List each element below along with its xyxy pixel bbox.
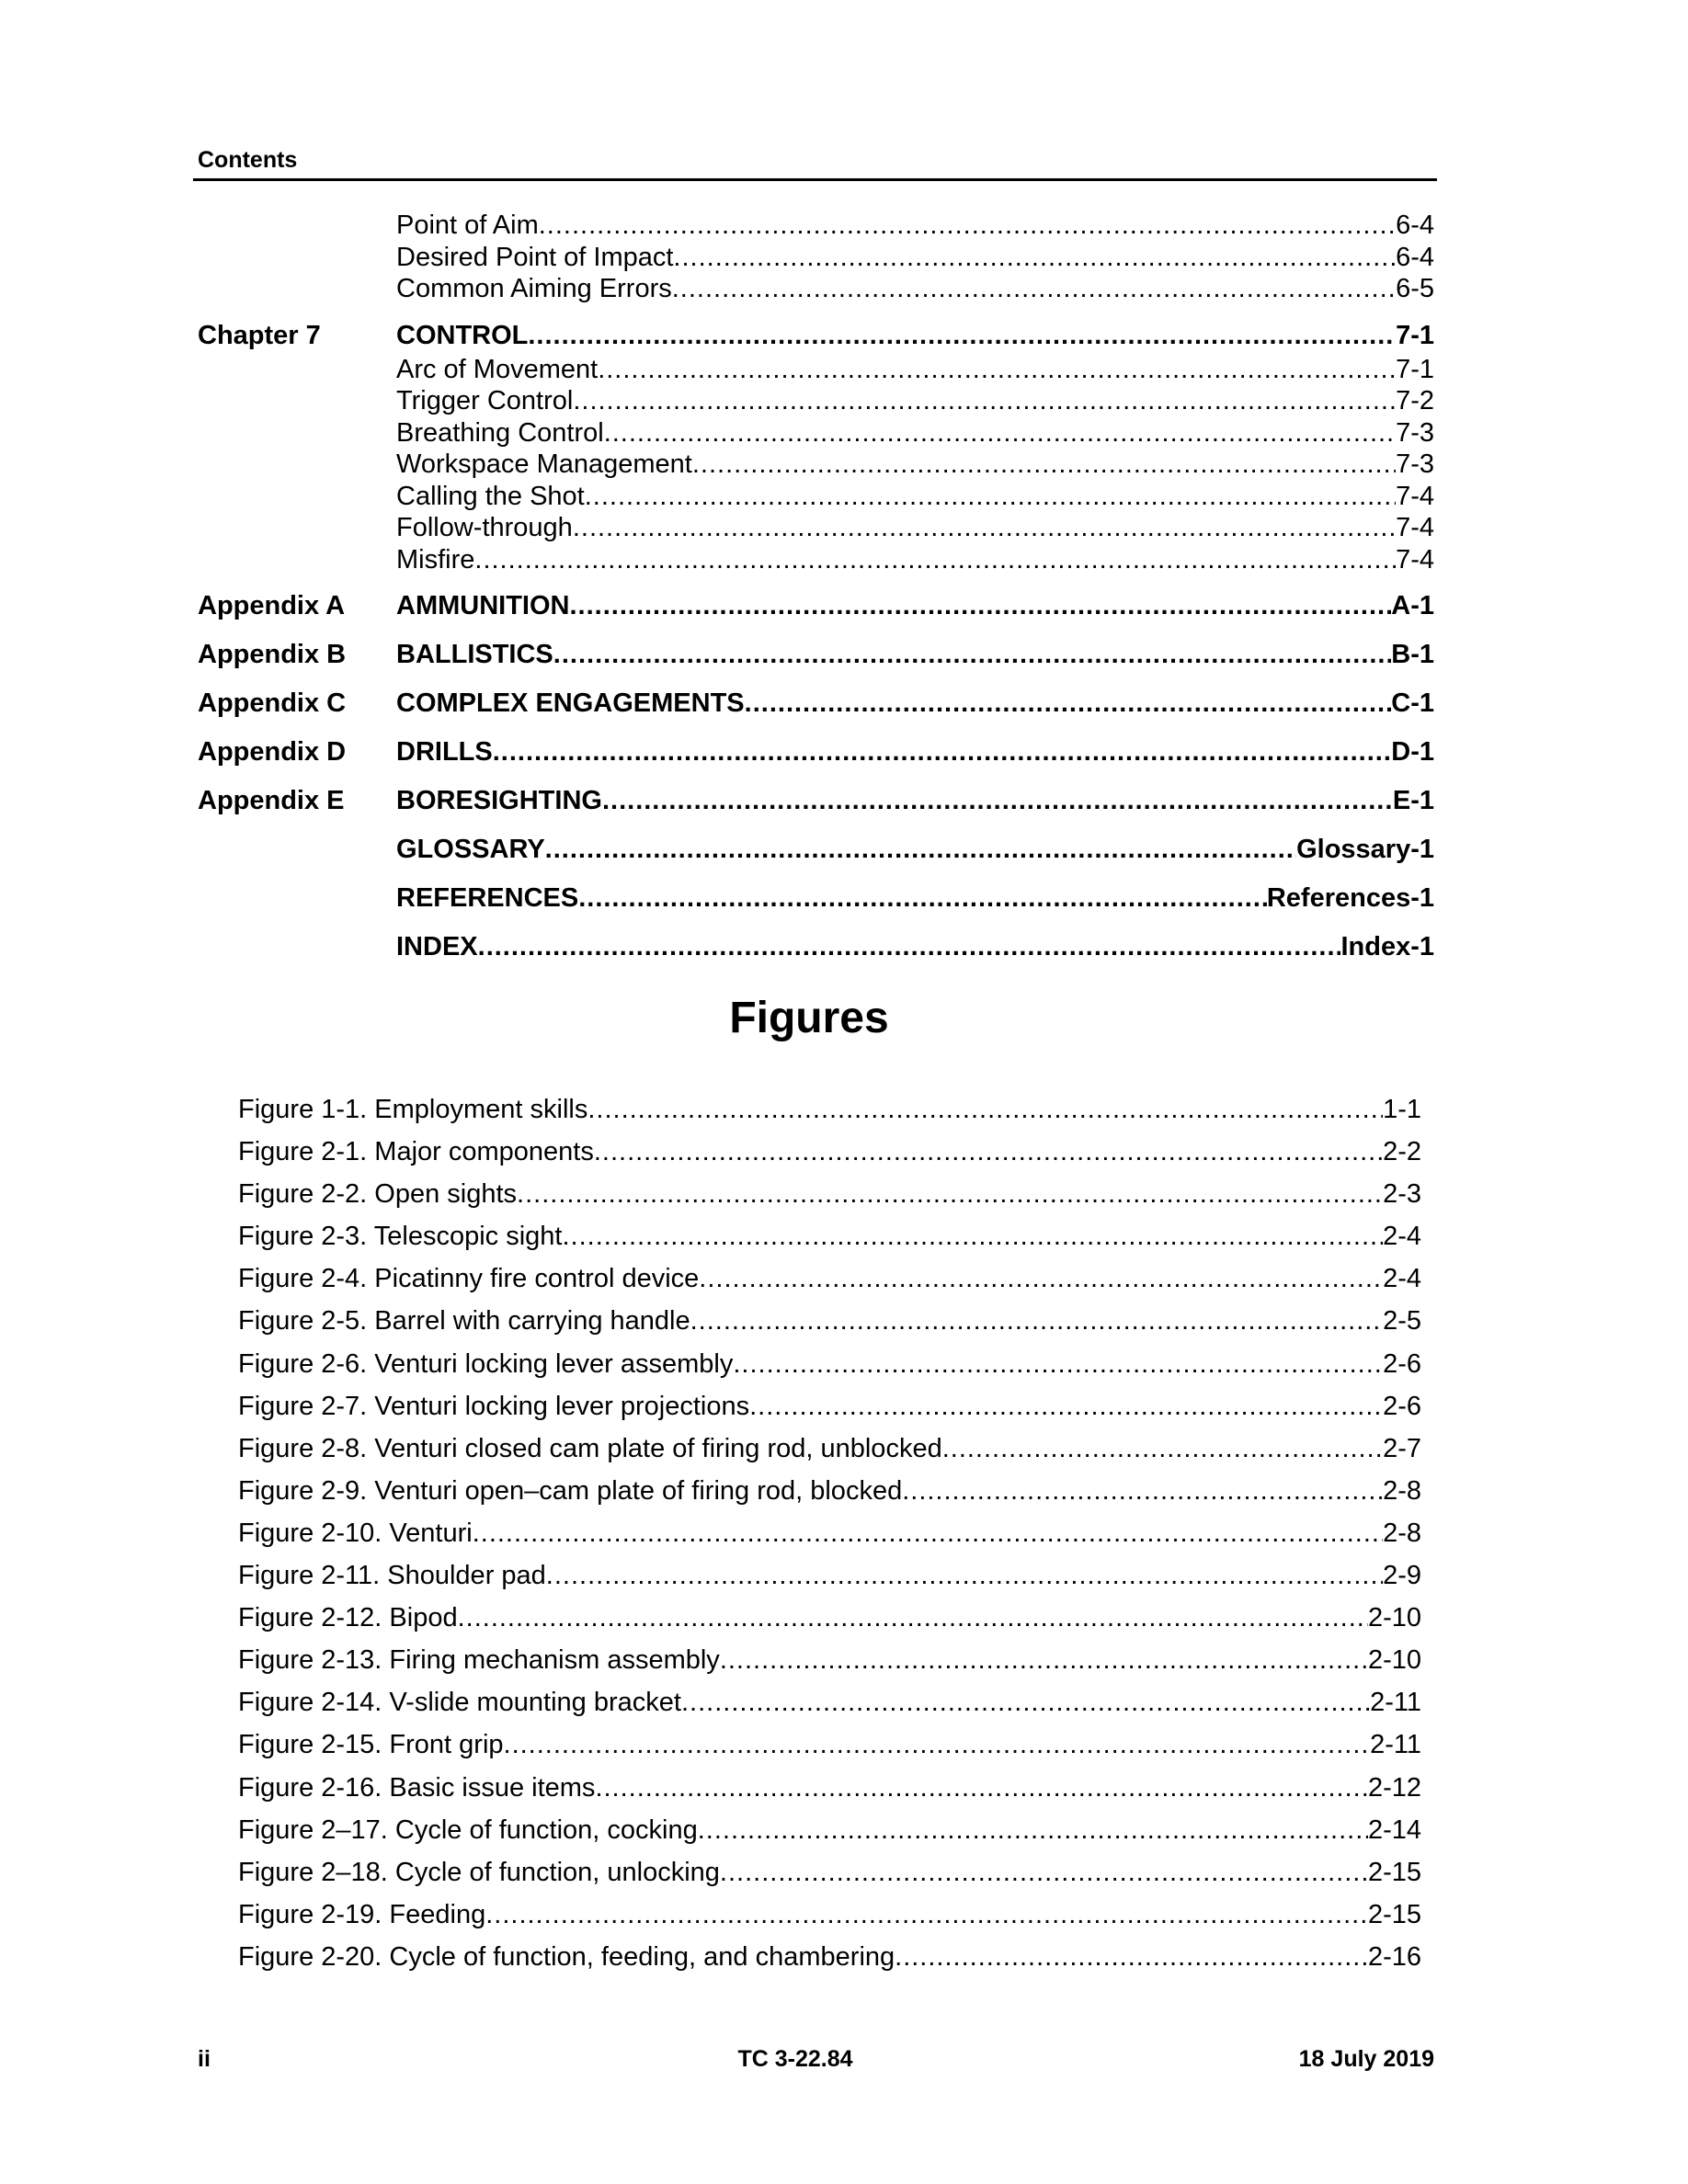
figure-page: 2-11 (1370, 1730, 1421, 1760)
figure-entry[interactable] (238, 1512, 1421, 1554)
dot-leader (699, 1257, 1383, 1300)
dot-leader (690, 1300, 1383, 1342)
toc-subentry[interactable] (198, 385, 1434, 417)
toc-entry-line (396, 831, 1434, 868)
figure-page: 2-7 (1383, 1433, 1421, 1463)
figure-entry[interactable] (238, 1894, 1421, 1936)
dot-leader (473, 1512, 1383, 1554)
dot-leader (733, 1343, 1383, 1385)
figure-page: 2-8 (1383, 1475, 1421, 1506)
toc-entry-line (396, 685, 1434, 722)
toc-group (198, 636, 1434, 673)
toc-entry-main[interactable] (198, 831, 1434, 868)
dot-leader (673, 242, 1396, 274)
dot-leader (745, 685, 1392, 722)
figure-entry[interactable] (238, 1597, 1421, 1639)
figure-entry[interactable] (238, 1088, 1421, 1131)
figure-page: 2-9 (1383, 1561, 1421, 1591)
toc-entry-page: Index-1 (1340, 932, 1434, 961)
toc-entry-line (396, 782, 1434, 819)
toc-entry-page: References-1 (1266, 883, 1434, 913)
toc-entry-main[interactable] (198, 685, 1434, 722)
toc-entry-line (396, 385, 1434, 417)
dot-leader (720, 1639, 1368, 1681)
dot-leader (569, 587, 1391, 624)
toc-entry-title: GLOSSARY (396, 835, 545, 864)
figure-entry[interactable] (238, 1681, 1421, 1723)
toc-entry-label: Appendix A (198, 591, 346, 620)
figure-page: 2-6 (1383, 1348, 1421, 1379)
figure-entry[interactable] (238, 1851, 1421, 1894)
dot-leader (698, 1809, 1368, 1851)
footer-page-number: ii (198, 2046, 211, 2072)
figure-entry[interactable] (238, 1554, 1421, 1597)
figure-title: Figure 2–18. Cycle of function, unlocking (238, 1857, 720, 1887)
toc-entry-main[interactable] (198, 317, 1434, 354)
dot-leader (692, 449, 1396, 481)
figure-page: 2-3 (1383, 1179, 1421, 1210)
figure-entry[interactable] (238, 1639, 1421, 1681)
toc-entry-line (396, 354, 1434, 386)
dot-leader (474, 544, 1396, 576)
figure-title: Figure 2-9. Venturi open–cam plate of firing rod, blocked (238, 1475, 903, 1506)
toc-subentry-title: Follow-through (396, 513, 573, 542)
toc-subentry-title: Calling the Shot (396, 481, 585, 511)
toc-subentry-page: 6-4 (1396, 242, 1434, 272)
figure-entry[interactable] (238, 1343, 1421, 1385)
toc-subentry-title: Breathing Control (396, 417, 604, 448)
figure-page: 2-5 (1383, 1306, 1421, 1337)
figure-page: 2-2 (1383, 1137, 1421, 1167)
dot-leader (895, 1936, 1368, 1978)
figure-title: Figure 2-20. Cycle of function, feeding, and chambering (238, 1941, 895, 1972)
toc-entry-line (396, 210, 1434, 242)
figure-page: 2-6 (1383, 1391, 1421, 1421)
header-rule (193, 178, 1437, 181)
dot-leader (493, 734, 1392, 770)
figure-entry[interactable] (238, 1257, 1421, 1300)
figure-entry[interactable] (238, 1131, 1421, 1173)
dot-leader (585, 481, 1396, 513)
toc-entry-title: INDEX (396, 932, 478, 961)
toc-entry-main[interactable] (198, 636, 1434, 673)
toc-group (198, 928, 1434, 965)
dot-leader (672, 273, 1396, 305)
figure-title: Figure 2-10. Venturi (238, 1518, 473, 1548)
figure-title: Figure 2–17. Cycle of function, cocking (238, 1814, 698, 1845)
toc-entry-page: E-1 (1392, 786, 1434, 815)
dot-leader (539, 210, 1396, 242)
toc-entry-label: Appendix E (198, 786, 345, 815)
toc-group (198, 831, 1434, 868)
figure-title: Figure 2-5. Barrel with carrying handle (238, 1306, 690, 1337)
figure-title: Figure 2-16. Basic issue items (238, 1772, 596, 1803)
figure-title: Figure 2-4. Picatinny fire control device (238, 1264, 700, 1294)
toc-subentry-page: 7-1 (1396, 354, 1434, 384)
toc-entry-line (396, 449, 1434, 481)
toc-entry-page: B-1 (1391, 640, 1434, 669)
dot-leader (485, 1894, 1368, 1936)
dot-leader (595, 1767, 1368, 1809)
toc-entry-line (396, 417, 1434, 449)
figure-title: Figure 2-7. Venturi locking lever projections (238, 1391, 750, 1421)
toc-subentry-title: Desired Point of Impact (396, 242, 674, 272)
figure-page: 2-15 (1367, 1857, 1421, 1887)
toc-subentry[interactable] (198, 210, 1434, 242)
dot-leader (573, 385, 1396, 417)
toc-group (198, 685, 1434, 722)
dot-leader (545, 831, 1296, 868)
toc-entry-line (396, 242, 1434, 274)
toc-entry-line (396, 928, 1434, 965)
toc-subentry[interactable] (198, 417, 1434, 449)
toc-subentry[interactable] (198, 512, 1434, 544)
toc-subentry[interactable] (198, 273, 1434, 305)
dot-leader (478, 928, 1341, 965)
toc-entry-line (396, 481, 1434, 513)
toc-subentry-page: 6-5 (1396, 274, 1434, 303)
dot-leader (562, 1215, 1383, 1257)
dot-leader (528, 317, 1396, 354)
toc-entry-page: C-1 (1391, 688, 1434, 718)
dot-leader (681, 1681, 1370, 1723)
toc-group (198, 880, 1434, 916)
dot-leader (594, 1131, 1383, 1173)
toc-entry-line (396, 734, 1434, 770)
figure-title: Figure 2-3. Telescopic sight (238, 1222, 563, 1252)
toc-subentry-title: Common Aiming Errors (396, 274, 672, 303)
figure-page: 2-10 (1367, 1603, 1421, 1633)
toc-entry-line (396, 273, 1434, 305)
toc-entry-main[interactable] (198, 734, 1434, 770)
toc-entry-main[interactable] (198, 782, 1434, 819)
toc-subentry-page: 6-4 (1396, 210, 1434, 240)
toc-entry-line (396, 512, 1434, 544)
toc-subentry[interactable] (198, 449, 1434, 481)
dot-leader (578, 880, 1267, 916)
toc-subentry-page: 7-3 (1396, 417, 1434, 448)
toc-subentry[interactable] (198, 481, 1434, 513)
toc-entry-label: Chapter 7 (198, 320, 321, 350)
toc-entry-line (396, 544, 1434, 576)
toc-entry-label: Appendix B (198, 640, 347, 669)
figure-title: Figure 2-2. Open sights (238, 1179, 518, 1210)
figure-title: Figure 2-19. Feeding (238, 1899, 486, 1929)
dot-leader (604, 417, 1396, 449)
figure-entry[interactable] (238, 1300, 1421, 1342)
toc-subentry[interactable] (198, 242, 1434, 274)
toc-subentry-page: 7-4 (1396, 513, 1434, 542)
figure-page: 2-11 (1370, 1688, 1421, 1718)
dot-leader (902, 1470, 1383, 1512)
toc-subentry-title: Misfire (396, 544, 475, 574)
dot-leader (720, 1851, 1368, 1894)
toc-entry-label: Appendix C (198, 688, 347, 718)
toc-group (198, 587, 1434, 624)
toc-entry-page: D-1 (1391, 737, 1434, 767)
dot-leader (573, 512, 1396, 544)
toc-entry-title: BORESIGHTING (396, 786, 602, 815)
toc-group (198, 317, 1434, 576)
toc-subentry-page: 7-4 (1396, 544, 1434, 574)
toc-entry-main[interactable] (198, 928, 1434, 965)
toc-entry-main[interactable] (198, 880, 1434, 916)
figure-entry[interactable] (238, 1173, 1421, 1215)
toc-entry-page: Glossary-1 (1296, 835, 1434, 864)
toc-subentry-title: Trigger Control (396, 386, 574, 415)
toc-subentry-page: 7-4 (1396, 481, 1434, 511)
figure-entry[interactable] (238, 1470, 1421, 1512)
figure-entry[interactable] (238, 1767, 1421, 1809)
figure-page: 2-12 (1367, 1772, 1421, 1803)
dot-leader (546, 1554, 1383, 1597)
list-of-figures (238, 1088, 1421, 1978)
toc-subentry[interactable] (198, 544, 1434, 576)
figure-page: 2-14 (1367, 1814, 1421, 1845)
toc-entry-title: DRILLS (396, 737, 493, 767)
dot-leader (517, 1173, 1383, 1215)
dot-leader (749, 1385, 1383, 1428)
dot-leader (458, 1597, 1368, 1639)
figure-page: 2-15 (1367, 1899, 1421, 1929)
figure-page: 1-1 (1383, 1095, 1421, 1124)
toc-subentry-page: 7-3 (1396, 449, 1434, 479)
figure-entry[interactable] (238, 1936, 1421, 1978)
figure-title: Figure 2-15. Front grip (238, 1730, 504, 1760)
toc-group (198, 782, 1434, 819)
toc-entry-line (396, 880, 1434, 916)
figure-title: Figure 2-14. V-slide mounting bracket (238, 1688, 681, 1718)
dot-leader (598, 354, 1396, 386)
toc-subentry-title: Point of Aim (396, 210, 539, 240)
table-of-contents (198, 210, 1434, 977)
toc-subentry-title: Workspace Management (396, 449, 692, 479)
toc-entry-title: REFERENCES (396, 883, 579, 913)
figure-page: 2-4 (1383, 1222, 1421, 1252)
figure-title: Figure 1-1. Employment skills (238, 1095, 588, 1124)
dot-leader (504, 1723, 1371, 1766)
figure-title: Figure 2-13. Firing mechanism assembly (238, 1645, 720, 1676)
toc-entry-page: 7-1 (1396, 320, 1434, 350)
footer-date: 18 July 2019 (1298, 2046, 1434, 2072)
figure-title: Figure 2-11. Shoulder pad (238, 1561, 546, 1591)
toc-group (198, 734, 1434, 770)
figure-title: Figure 2-6. Venturi locking lever assembly (238, 1348, 734, 1379)
toc-entry-page: A-1 (1391, 591, 1434, 620)
figures-heading: Figures (729, 994, 889, 1042)
figure-entry[interactable] (238, 1723, 1421, 1766)
figure-title: Figure 2-1. Major components (238, 1137, 594, 1167)
figure-entry[interactable] (238, 1385, 1421, 1428)
dot-leader (942, 1428, 1383, 1470)
toc-subentry-title: Arc of Movement (396, 354, 599, 384)
figure-page: 2-4 (1383, 1264, 1421, 1294)
footer-document-id: TC 3-22.84 (737, 2046, 853, 2072)
toc-entry-title: COMPLEX ENGAGEMENTS (396, 688, 745, 718)
figure-title: Figure 2-8. Venturi closed cam plate of firing rod, unblocked (238, 1433, 942, 1463)
figure-page: 2-8 (1383, 1518, 1421, 1548)
toc-entry-line (396, 636, 1434, 673)
running-header: Contents (198, 147, 298, 173)
toc-entry-label: Appendix D (198, 737, 347, 767)
figure-entry[interactable] (238, 1809, 1421, 1851)
toc-entry-title: AMMUNITION (396, 591, 570, 620)
toc-subentry[interactable] (198, 354, 1434, 386)
toc-entry-line (396, 587, 1434, 624)
toc-subentry-page: 7-2 (1396, 386, 1434, 415)
figure-page: 2-16 (1367, 1941, 1421, 1972)
figure-entry[interactable] (238, 1428, 1421, 1470)
toc-group (198, 210, 1434, 305)
dot-leader (602, 782, 1393, 819)
toc-entry-title: BALLISTICS (396, 640, 553, 669)
toc-entry-line (396, 317, 1434, 354)
figure-entry[interactable] (238, 1215, 1421, 1257)
figure-page: 2-10 (1367, 1645, 1421, 1676)
dot-leader (553, 636, 1391, 673)
toc-entry-title: CONTROL (396, 320, 529, 350)
toc-entry-main[interactable] (198, 587, 1434, 624)
dot-leader (587, 1088, 1383, 1131)
figure-title: Figure 2-12. Bipod (238, 1603, 458, 1633)
